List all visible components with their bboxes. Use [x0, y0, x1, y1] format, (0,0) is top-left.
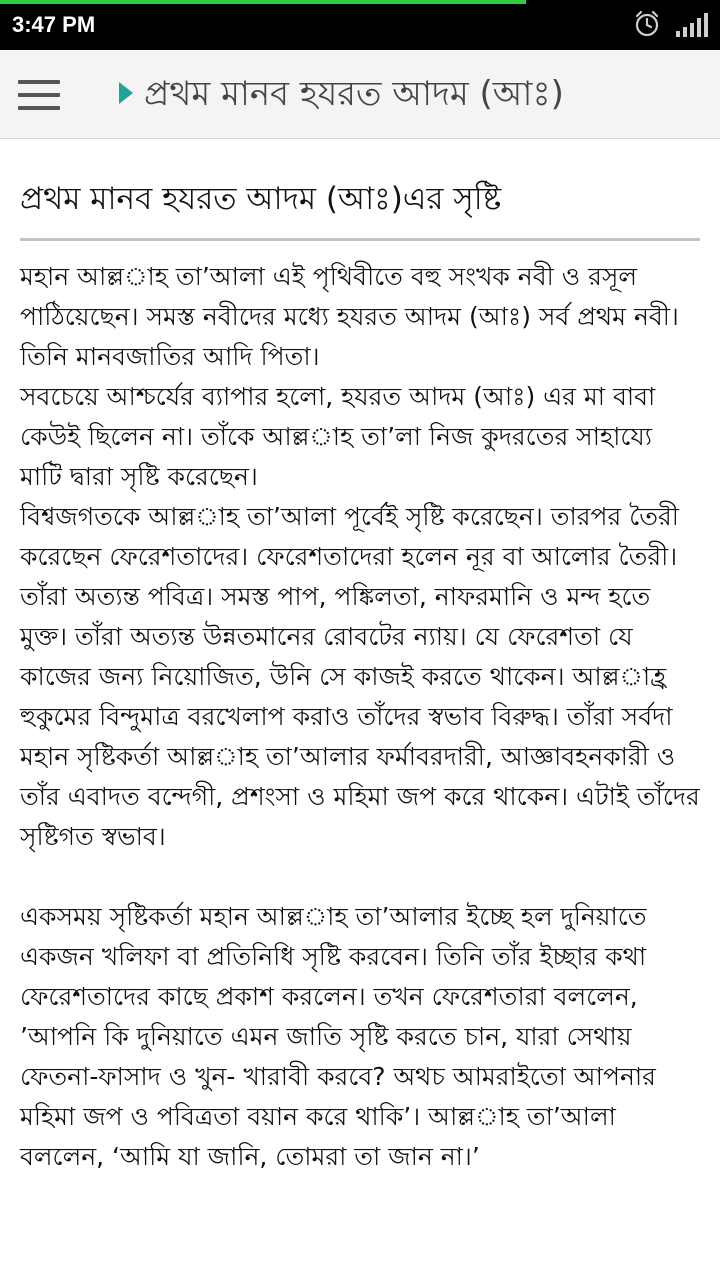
article-heading: প্রথম মানব হযরত আদম (আঃ)এর সৃষ্টি	[20, 181, 502, 217]
article-body	[20, 257, 700, 1177]
page-load-progress	[0, 0, 526, 4]
article-paragraph: বিশ্বজগতকে আল্লাহ তা’আলা পূর্বেই সৃষ্টি করেছেন। তারপর তৈরী করেছেন ফেরেশতাদের। ফেরেশতাদেরা হলেন নূর বা আলোর তৈরী। তাঁরা অত্যন্ত পবিত্র। সমস্ত পাপ, পঙ্কিলতা, নাফরমানি ও মন্দ হতে মুক্ত। তাঁরা অত্যন্ত উন্নতমানের রোবটের ন্যায়। যে ফেরেশতা যে কাজের জন্য নিয়োজিত, উনি সে কাজই করতে থাকেন। আল্লাহ্র হুকুমের বিন্দুমাত্র বরখেলাপ করাও তাঁদের স্বভাব বিরুদ্ধ। তাঁরা সর্বদা মহান সৃষ্টিকর্তা আল্লাহ তা’আলার ফর্মাবরদারী, আজ্ঞাবহনকারী ও তাঁর এবাদত বন্দেগী, প্রশংসা ও মহিমা জপ করে থাকেন। এটাই তাঁদের সৃষ্টিগত স্বভাব।	[20, 502, 700, 851]
signal-strength-icon	[674, 12, 710, 38]
heading-divider	[20, 238, 700, 241]
status-bar	[0, 0, 720, 50]
article-paragraph: মহান আল্লাহ তা’আলা এই পৃথিবীতে বহু সংখক নবী ও রসূল পাঠিয়েছেন। সমস্ত নবীদের মধ্যে হযরত আদম (আঃ) সর্ব প্রথম নবী। তিনি মানবজাতির আদি পিতা।	[20, 262, 679, 371]
app-bar	[0, 50, 720, 139]
status-time: 3:47 PM	[12, 12, 96, 37]
play-triangle-icon	[119, 82, 133, 104]
hamburger-menu-icon[interactable]	[18, 80, 60, 110]
article-paragraph: একসময় সৃষ্টিকর্তা মহান আল্লাহ তা’আলার ইচ্ছে হল দুনিয়াতে একজন খলিফা বা প্রতিনিধি সৃষ্টি করবেন। তিনি তাঁর ইচ্ছার কথা ফেরেশতাদের কাছে প্রকাশ করলেন। তখন ফেরেশতারা বললেন, ’আপনি কি দুনিয়াতে এমন জাতি সৃষ্টি করতে চান, যারা সেথায় ফেতনা-ফাসাদ ও খুন- খারাবী করবে? অথচ আমরাইতো আপনার মহিমা জপ ও পবিত্রতা বয়ান করে থাকি’। আল্লাহ তা’আলা বললেন, ‘আমি যা জানি, তোমরা তা জান না।’	[20, 902, 656, 1171]
article-paragraph: সবচেয়ে আশ্চর্যের ব্যাপার হলো, হযরত আদম (আঃ) এর মা বাবা কেউই ছিলেন না। তাঁকে আল্লাহ তা’লা নিজ কুদরতের সাহায্যে মাটি দ্বারা সৃষ্টি করেছেন।	[20, 382, 656, 491]
app-title: প্রথম মানব হযরত আদম (আঃ)	[144, 74, 564, 114]
paragraph-spacer	[20, 857, 700, 897]
article-content	[20, 172, 700, 1177]
alarm-clock-icon	[632, 9, 662, 39]
